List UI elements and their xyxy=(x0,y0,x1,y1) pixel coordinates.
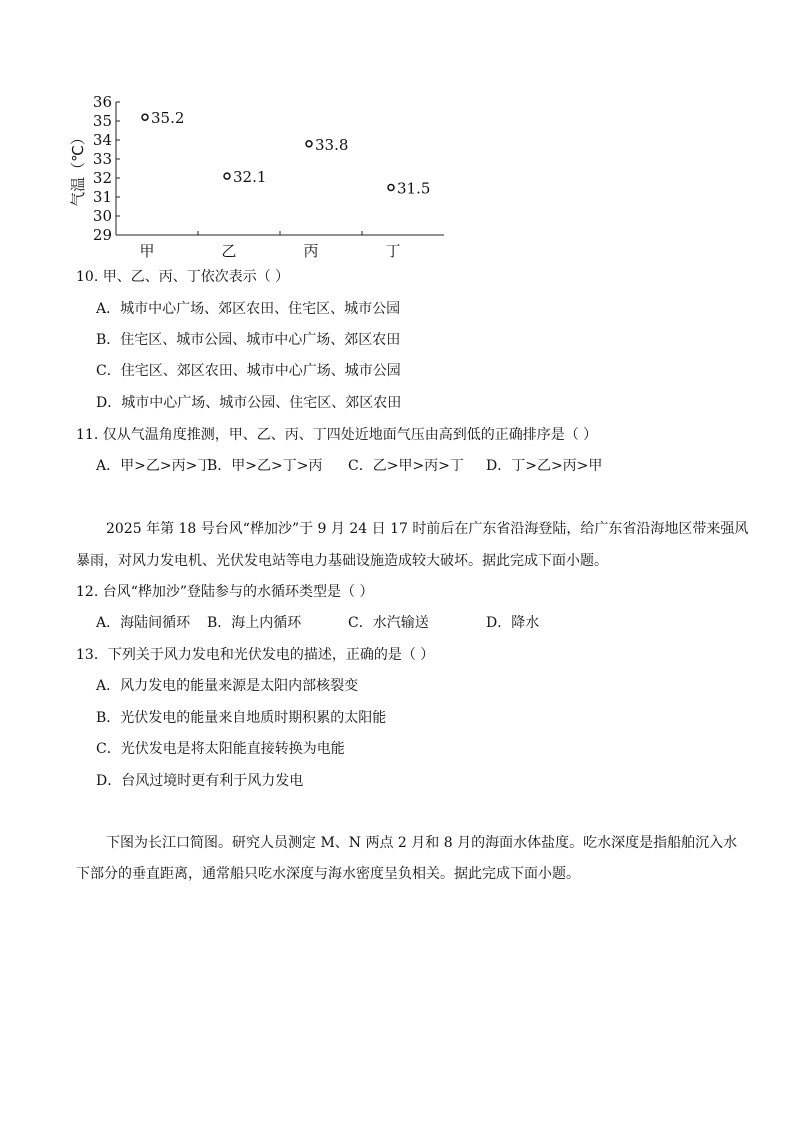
y-tick-label: 31 xyxy=(92,188,112,206)
data-label: 33.8 xyxy=(315,135,349,154)
temperature-chart xyxy=(60,92,460,262)
q11-option-a: A．甲>乙>丙>丁 xyxy=(96,458,212,474)
x-tick-label: 乙 xyxy=(221,242,237,260)
x-tick-label: 甲 xyxy=(139,242,155,260)
q10-stem: 10. 甲、乙、丙、丁依次表示（ ） xyxy=(76,269,290,285)
passage2-line1: 下图为长江口简图。研究人员测定 M、N 两点 2 月和 8 月的海面水体盐度。吃水深度是指船舶沉入水 xyxy=(106,835,738,851)
y-tick-label: 32 xyxy=(92,169,112,187)
q12-option-d: D．降水 xyxy=(486,615,540,631)
y-tick-label: 30 xyxy=(92,207,112,225)
chart-svg xyxy=(60,92,460,262)
q12-option-b: B．海上内循环 xyxy=(207,615,302,631)
q12-stem: 12. 台风“桦加沙”登陆参与的水循环类型是（ ） xyxy=(76,584,374,600)
q12-option-c: C．水汽输送 xyxy=(348,615,429,631)
y-tick-label: 29 xyxy=(92,226,112,244)
q13-option-c: C．光伏发电是将太阳能直接转换为电能 xyxy=(96,741,345,757)
x-tick-label: 丙 xyxy=(303,242,319,260)
q13-option-b: B．光伏发电的能量来自地质时期积累的太阳能 xyxy=(96,710,387,726)
y-tick-label: 35 xyxy=(92,112,112,130)
q13-stem: 13．下列关于风力发电和光伏发电的描述，正确的是（ ） xyxy=(76,647,435,663)
data-point xyxy=(142,114,148,120)
data-point xyxy=(224,173,230,179)
q10-option-b: B．住宅区、城市公园、城市中心广场、郊区农田 xyxy=(96,332,401,348)
passage2-line2: 下部分的垂直距离，通常船只吃水深度与海水密度呈负相关。据此完成下面小题。 xyxy=(76,866,580,882)
q11-stem: 11. 仅从气温角度推测，甲、乙、丙、丁四处近地面气压由高到低的正确排序是（ ） xyxy=(76,427,598,443)
q11-option-d: D．丁>乙>丙>甲 xyxy=(486,458,603,474)
y-tick-label: 36 xyxy=(92,93,112,111)
data-label: 31.5 xyxy=(397,179,431,198)
x-tick-label: 丁 xyxy=(385,242,401,260)
y-axis-label: 气温（℃） xyxy=(69,130,87,207)
data-label: 35.2 xyxy=(151,109,185,128)
data-point xyxy=(306,141,312,147)
q13-option-a: A．风力发电的能量来源是太阳内部核裂变 xyxy=(96,678,359,694)
passage1-line2: 暴雨，对风力发电机、光伏发电站等电力基础设施造成较大破坏。据此完成下面小题。 xyxy=(76,553,608,569)
q10-option-a: A．城市中心广场、郊区农田、住宅区、城市公园 xyxy=(96,301,401,317)
y-tick-label: 33 xyxy=(92,150,112,168)
y-tick-label: 34 xyxy=(92,131,112,149)
q12-option-a: A．海陆间循环 xyxy=(96,615,191,631)
data-point xyxy=(388,185,394,191)
passage1-line1: 2025 年第 18 号台风“桦加沙”于 9 月 24 日 17 时前后在广东省沿海登陆，给广东省沿海地区带来强风 xyxy=(106,521,749,537)
q13-option-d: D．台风过境时更有利于风力发电 xyxy=(96,773,304,789)
q11-option-b: B．甲>乙>丁>丙 xyxy=(207,458,323,474)
q10-option-c: C．住宅区、郊区农田、城市中心广场、城市公园 xyxy=(96,363,401,379)
q10-option-d: D．城市中心广场、城市公园、住宅区、郊区农田 xyxy=(96,395,402,411)
q11-option-c: C．乙>甲>丙>丁 xyxy=(348,458,464,474)
data-label: 32.1 xyxy=(233,168,267,187)
